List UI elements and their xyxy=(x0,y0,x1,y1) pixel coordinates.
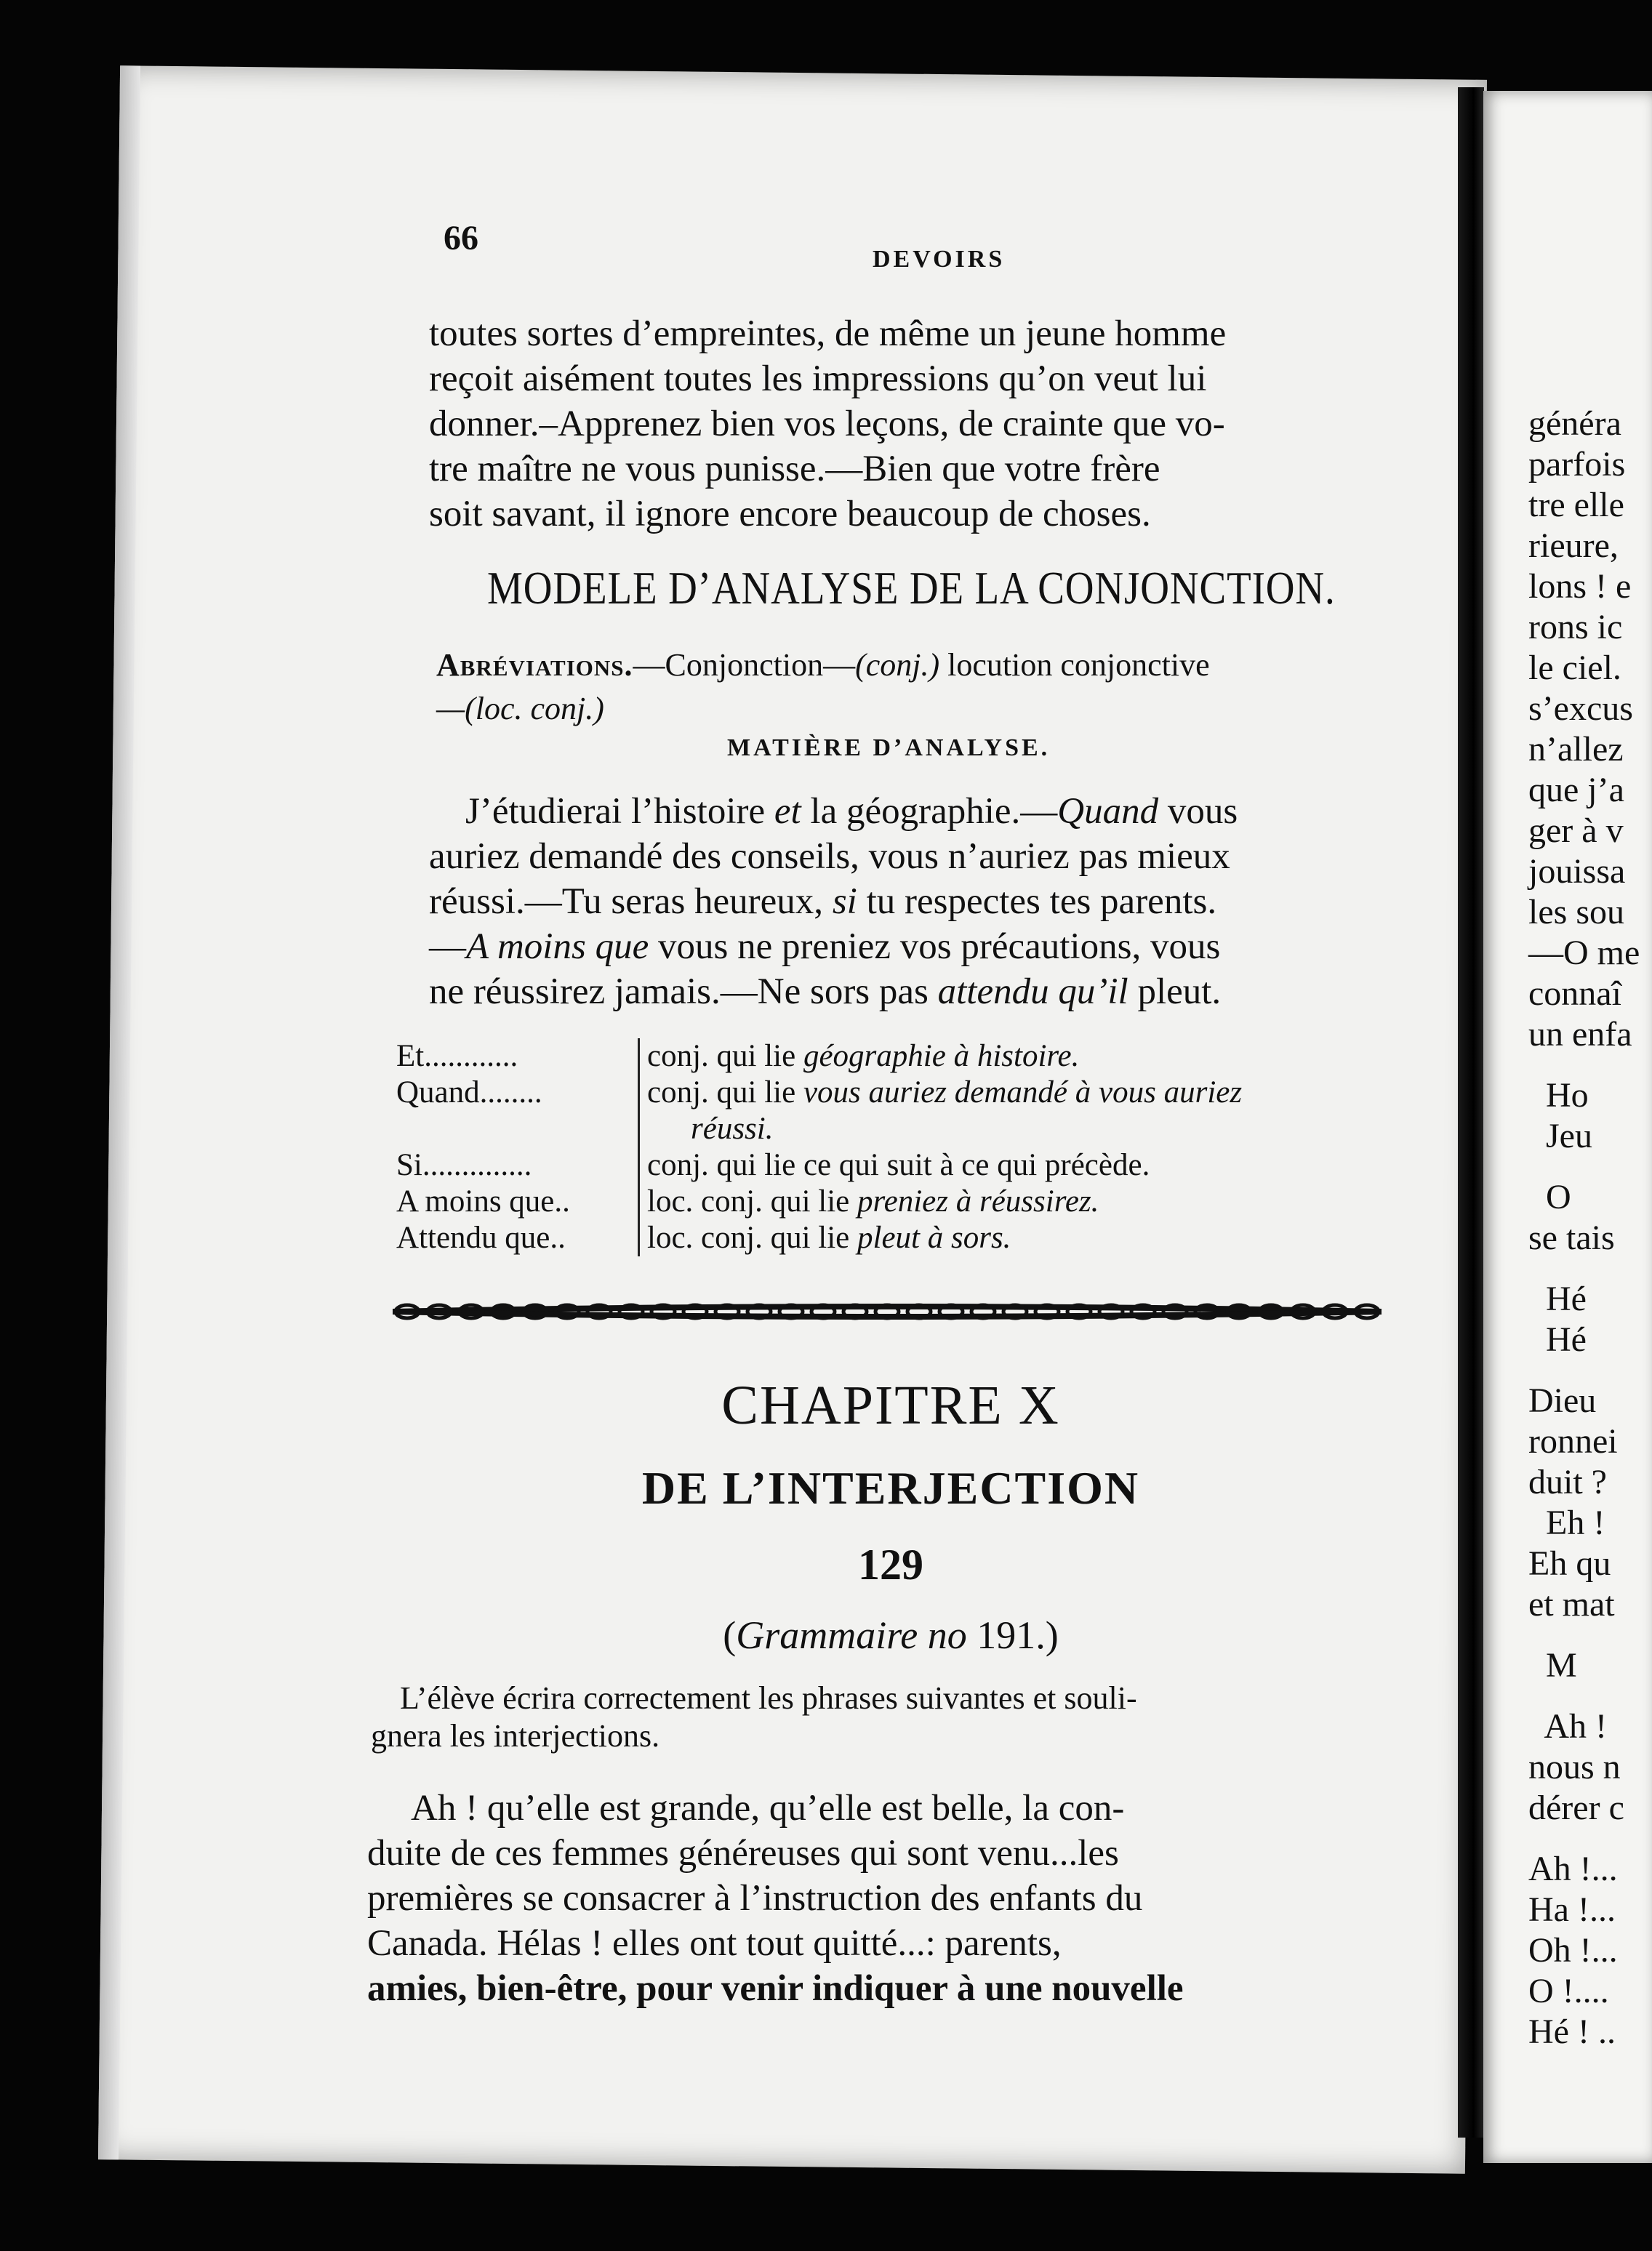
text-line: premières se consacrer à l’instruction des enfants du xyxy=(367,1878,1143,1919)
roman-text: pleut. xyxy=(1128,971,1222,1012)
text-line xyxy=(429,924,1440,969)
facing-page-line: Hé ! .. xyxy=(1528,2013,1616,2051)
facing-page-line: les sou xyxy=(1528,893,1624,931)
ornamental-rule xyxy=(393,1296,1382,1328)
facing-page-line: Ah !... xyxy=(1528,1850,1618,1888)
analysis-term xyxy=(396,1111,638,1147)
roman-text: la géographie.— xyxy=(801,791,1058,832)
roman-text: auriez demandé des conseils, vous n’auriez pas mieux xyxy=(429,836,1230,877)
text-line: L’élève écrira correctement les phrases suivantes et souli- xyxy=(400,1680,1137,1716)
facing-page-line: Ah ! xyxy=(1528,1707,1607,1746)
facing-page-line xyxy=(1528,1055,1652,1075)
facing-page-line: généra xyxy=(1528,404,1621,443)
exercise-instruction xyxy=(371,1680,1382,1755)
definition-text: loc. conj. qui lie xyxy=(647,1221,857,1255)
exercise-number: 129 xyxy=(858,1541,923,1589)
text-line: Canada. Hélas ! elles ont tout quitté...: parents, xyxy=(367,1923,1062,1964)
definition-text: loc. conj. qui lie xyxy=(647,1184,857,1219)
analysis-term: Attendu que.. xyxy=(396,1221,566,1255)
text-line: toutes sortes d’empreintes, de même un jeune homme xyxy=(429,313,1227,354)
analysis-row xyxy=(396,1220,1429,1256)
facing-page-line: tre elle xyxy=(1528,486,1624,524)
facing-page-line: Hé xyxy=(1528,1320,1587,1359)
roman-text: — xyxy=(429,926,466,967)
definition-italic: pleut à sors. xyxy=(857,1221,1011,1255)
facing-page-line xyxy=(1528,1686,1652,1706)
page-number: 66 xyxy=(444,219,478,257)
facing-page-line: rieure, xyxy=(1528,526,1619,565)
grammar-reference-italic: Grammaire no xyxy=(736,1613,967,1657)
facing-page-line: Eh ! xyxy=(1528,1504,1605,1542)
analysis-definition xyxy=(638,1111,1429,1147)
facing-page-line: ger à v xyxy=(1528,811,1624,850)
facing-page-line: Hé xyxy=(1528,1280,1587,1318)
facing-page-line: rons ic xyxy=(1528,608,1623,646)
abbrev-text: —Conjonction— xyxy=(633,647,856,683)
facing-page-line: lons ! e xyxy=(1528,567,1632,606)
text-line: gnera les interjections. xyxy=(371,1718,660,1754)
grammar-reference-number: 191.) xyxy=(966,1613,1059,1657)
intro-paragraph xyxy=(429,311,1440,537)
facing-page-line: duit ? xyxy=(1528,1463,1607,1501)
analysis-row xyxy=(396,1075,1429,1111)
running-head: DEVOIRS xyxy=(873,246,1006,273)
analysis-definition xyxy=(638,1147,1429,1184)
facing-page-line xyxy=(1528,1625,1652,1645)
facing-page-text xyxy=(1528,404,1652,2053)
chapter-title: DE L’INTERJECTION xyxy=(641,1462,1140,1514)
facing-page-line: jouissa xyxy=(1528,852,1626,891)
text-line: amies, bien-être, pour venir indiquer à une nouvelle xyxy=(367,1968,1184,2009)
facing-page-line: connaî xyxy=(1528,974,1621,1013)
definition-italic: géographie à histoire. xyxy=(803,1039,1080,1073)
roman-text: réussi.—Tu seras heureux, xyxy=(429,881,833,922)
facing-page-line: M xyxy=(1528,1646,1577,1685)
text-line xyxy=(429,789,1440,834)
italic-text: si xyxy=(832,881,857,922)
facing-page-line: n’allez xyxy=(1528,730,1624,769)
facing-page-line xyxy=(1528,1360,1652,1381)
facing-page-line: ronnei xyxy=(1528,1422,1618,1461)
abbrev-line2: —(loc. conj.) xyxy=(436,691,604,726)
facing-page-line: s’excus xyxy=(1528,689,1633,728)
book-gutter xyxy=(1458,87,1484,2138)
facing-page-line: O xyxy=(1528,1178,1571,1216)
analysis-row xyxy=(396,1111,1429,1147)
text-line xyxy=(429,969,1440,1014)
facing-page-line: Oh !... xyxy=(1528,1931,1618,1970)
facing-page-line: Eh qu xyxy=(1528,1544,1611,1583)
definition-text: conj. qui lie xyxy=(647,1075,803,1110)
definition-text: conj. qui lie ce qui suit à ce qui précède. xyxy=(647,1148,1150,1182)
analysis-term: Quand........ xyxy=(396,1075,542,1110)
text-line: tre maître ne vous punisse.—Bien que votre frère xyxy=(429,449,1160,489)
roman-text: ne réussirez jamais.—Ne sors pas xyxy=(429,971,938,1012)
facing-page-line: et mat xyxy=(1528,1585,1615,1624)
matiere-title: MATIÈRE D’ANALYSE. xyxy=(727,734,1051,761)
facing-page-line: Jeu xyxy=(1528,1117,1592,1155)
analysis-definition xyxy=(638,1220,1429,1256)
section-title: MODELE D’ANALYSE DE LA CONJONCTION. xyxy=(487,562,1336,614)
italic-text: et xyxy=(774,791,801,832)
facing-page-line: dérer c xyxy=(1528,1789,1624,1827)
text-line xyxy=(429,879,1440,924)
grammar-reference: (Grammaire no 191.) xyxy=(723,1613,1059,1657)
facing-page-line: Ha !... xyxy=(1528,1890,1616,1929)
abbreviations xyxy=(436,643,1432,731)
facing-book-page xyxy=(1483,91,1652,2163)
italic-text: attendu qu’il xyxy=(937,971,1128,1012)
italic-text: Quand xyxy=(1057,791,1159,832)
analysis-definition xyxy=(638,1075,1429,1111)
roman-text: J’étudierai l’histoire xyxy=(465,791,774,832)
text-line: Ah ! qu’elle est grande, qu’elle est belle, la con- xyxy=(411,1788,1125,1829)
analysis-term: Si.............. xyxy=(396,1148,532,1182)
facing-page-line: un enfa xyxy=(1528,1015,1632,1054)
facing-page-line: —O me xyxy=(1528,934,1640,972)
facing-page-line xyxy=(1528,1259,1652,1279)
facing-page-line xyxy=(1528,1829,1652,1849)
analysis-term: Et............ xyxy=(396,1039,518,1073)
definition-italic: réussi. xyxy=(691,1112,774,1146)
analysis-row xyxy=(396,1184,1429,1220)
text-line: reçoit aisément toutes les impressions qu’on veut lui xyxy=(429,358,1207,399)
definition-italic: vous auriez demandé à vous auriez xyxy=(803,1075,1243,1110)
text-line: duite de ces femmes généreuses qui sont venu...les xyxy=(367,1833,1119,1874)
definition-italic: preniez à réussirez. xyxy=(857,1184,1099,1219)
analysis-term: A moins que.. xyxy=(396,1184,570,1219)
text-line: donner.–Apprenez bien vos leçons, de crainte que vo- xyxy=(429,404,1225,444)
roman-text: tu respectes tes parents. xyxy=(857,881,1217,922)
roman-text: vous ne preniez vos précautions, vous xyxy=(649,926,1221,967)
matiere-paragraph xyxy=(429,789,1440,1014)
text-line xyxy=(429,834,1440,879)
facing-page-line: Ho xyxy=(1528,1076,1589,1115)
facing-page-line: Dieu xyxy=(1528,1381,1597,1420)
facing-page-line: que j’a xyxy=(1528,771,1624,809)
analysis-definition xyxy=(638,1184,1429,1220)
analysis-definition xyxy=(638,1038,1429,1075)
abbrev-conj: (conj.) xyxy=(855,647,940,683)
analysis-row xyxy=(396,1147,1429,1184)
facing-page-line: le ciel. xyxy=(1528,649,1621,687)
facing-page-line: nous n xyxy=(1528,1748,1621,1786)
definition-text: conj. qui lie xyxy=(647,1039,803,1073)
exercise-body xyxy=(367,1786,1382,2011)
roman-text: vous xyxy=(1158,791,1238,832)
chapter-number: CHAPITRE X xyxy=(721,1375,1060,1436)
abbrev-label: Abréviations. xyxy=(436,647,633,683)
abbrev-text-end: locution conjonctive xyxy=(939,647,1210,683)
facing-page-line: O !.... xyxy=(1528,1972,1609,2010)
analysis-row xyxy=(396,1038,1429,1075)
facing-page-line xyxy=(1528,1157,1652,1177)
analysis-table xyxy=(396,1038,1429,1256)
italic-text: A moins que xyxy=(466,926,649,967)
facing-page-line: se tais xyxy=(1528,1219,1615,1257)
facing-page-line: parfois xyxy=(1528,445,1626,483)
text-line: soit savant, il ignore encore beaucoup de choses. xyxy=(429,494,1151,534)
